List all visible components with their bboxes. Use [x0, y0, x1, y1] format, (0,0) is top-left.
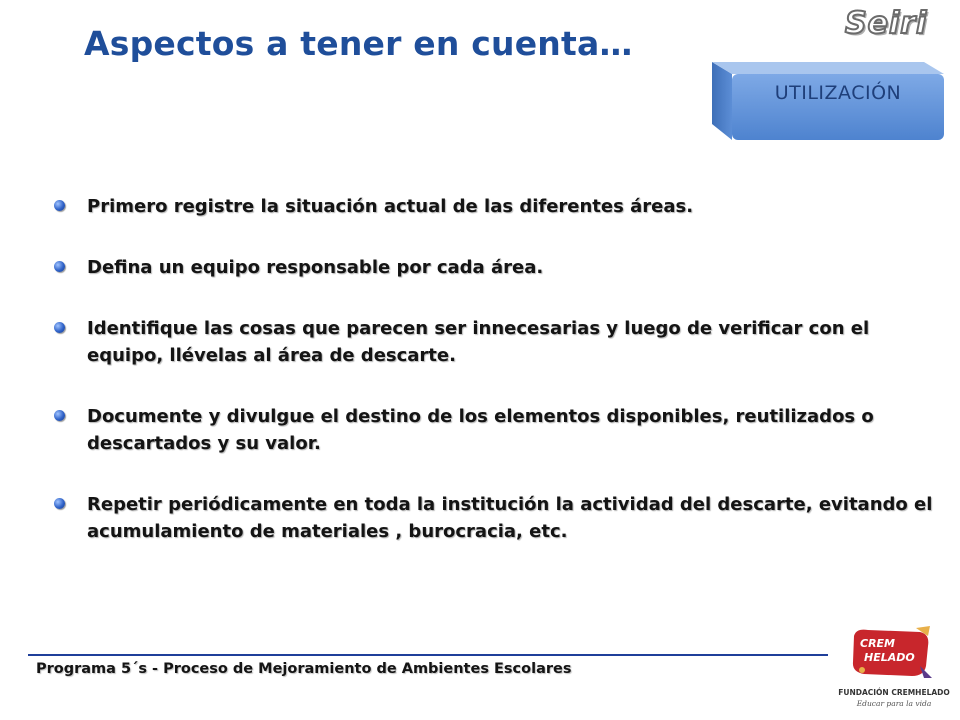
bullet-text: Primero registre la situación actual de las diferentes áreas.: [87, 196, 694, 217]
bullet-text: Repetir periódicamente en toda la institución la actividad del descarte, evitando el acumulamiento de materiales , burocracia, etc.: [87, 494, 933, 542]
list-item: [54, 193, 934, 220]
logo-org-name: FUNDACIÓN CREMHELADO: [838, 688, 950, 697]
footer-text: Programa 5´s - Proceso de Mejoramiento de Ambientes Escolares: [36, 661, 572, 677]
bullet-icon: [54, 261, 65, 272]
bullet-list: [54, 193, 934, 545]
bullet-text: Identifique las cosas que parecen ser innecesarias y luego de verificar con el equipo, llévelas al área de descarte.: [87, 318, 870, 366]
cremhelado-logo-icon: [850, 626, 932, 680]
list-item: [54, 491, 934, 545]
bullet-icon: [54, 200, 65, 211]
bullet-text: Defina un equipo responsable por cada área.: [87, 257, 544, 278]
slide-title: Aspectos a tener en cuenta…: [84, 24, 633, 63]
utilizacion-badge: [712, 58, 944, 140]
list-item: [54, 403, 934, 457]
bullet-icon: [54, 322, 65, 333]
seiri-wordart: Seiri: [845, 6, 928, 41]
logo-word-top: CREM: [860, 637, 896, 650]
list-item: [54, 254, 934, 281]
bullet-text: Documente y divulgue el destino de los elementos disponibles, reutilizados o descartados y su valor.: [87, 406, 874, 454]
logo-word-bottom: HELADO: [864, 651, 915, 664]
bullet-icon: [54, 410, 65, 421]
logo-tagline: Educar para la vida: [856, 699, 932, 708]
list-item: [54, 315, 934, 369]
badge-label: UTILIZACIÓN: [774, 82, 902, 104]
fundacion-logo: [836, 622, 952, 714]
footer-divider: [28, 654, 828, 656]
bullet-icon: [54, 498, 65, 509]
